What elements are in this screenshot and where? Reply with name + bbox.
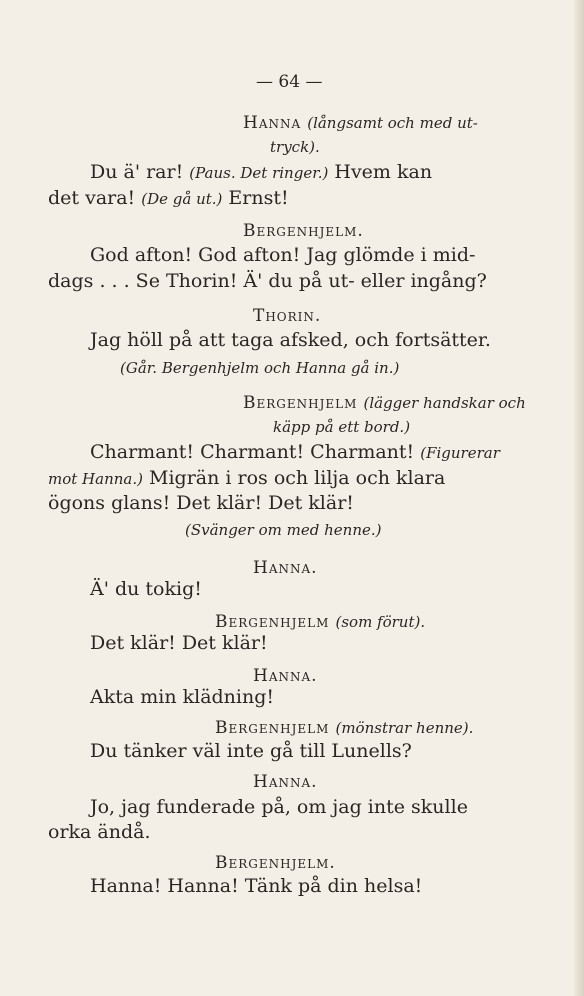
- stage-direction: (Går. Bergenhjelm och Hanna gå in.): [120, 359, 400, 377]
- line: [270, 134, 320, 159]
- speaker-name: Hanna.: [253, 666, 318, 686]
- speaker-name: Hanna: [243, 113, 302, 133]
- line: [253, 303, 321, 328]
- stage-direction: (som förut).: [335, 613, 426, 631]
- dialogue-text: Hanna! Hanna! Tänk på din helsa!: [90, 875, 423, 897]
- dialogue-text: Det klär! Det klär!: [90, 632, 268, 654]
- speaker-name: Bergenhjelm.: [215, 853, 336, 873]
- line: [90, 739, 412, 763]
- line: [48, 466, 445, 491]
- line: [120, 355, 399, 380]
- page-edge: [574, 0, 584, 996]
- line: [215, 715, 473, 740]
- dialogue-text: Migrän i ros och lilja och klara: [142, 467, 446, 489]
- line: [48, 186, 289, 211]
- stage-direction: (Figurerar: [420, 444, 500, 462]
- line: [90, 874, 422, 898]
- line: [48, 491, 354, 515]
- dialogue-text: God afton! God afton! Jag glömde i mid-: [90, 244, 476, 266]
- speaker-name: Bergenhjelm: [215, 718, 330, 738]
- stage-direction: tryck).: [270, 138, 320, 156]
- dialogue-text: Ernst!: [222, 187, 289, 209]
- speaker-name: Hanna.: [253, 772, 318, 792]
- stage-direction: (Paus. Det ringer.): [189, 164, 329, 182]
- stage-direction: (lägger handskar och: [363, 394, 526, 412]
- line: [90, 577, 202, 601]
- stage-direction: (långsamt och med ut-: [307, 114, 478, 132]
- line: [90, 328, 491, 352]
- dialogue-text: Du ä' rar!: [90, 161, 190, 183]
- speaker-name: Thorin.: [253, 306, 322, 326]
- dialogue-text: Jag höll på att taga afsked, och fortsätter.: [90, 329, 491, 351]
- dialogue-text: dags . . . Se Thorin! Ä' du på ut- eller ingång?: [48, 270, 487, 292]
- stage-direction: (De gå ut.): [141, 190, 223, 208]
- line: [90, 160, 432, 185]
- speaker-name: Hanna.: [253, 558, 318, 578]
- page-number: — 64 —: [256, 72, 323, 92]
- line: [243, 110, 478, 135]
- line: [243, 390, 526, 415]
- line: [90, 243, 475, 267]
- dialogue-text: Jo, jag funderade på, om jag inte skulle: [90, 796, 468, 818]
- stage-direction: (mönstrar henne).: [335, 719, 474, 737]
- line: [185, 517, 381, 542]
- stage-direction: (Svänger om med henne.): [185, 521, 382, 539]
- speaker-name: Bergenhjelm: [215, 612, 330, 632]
- dialogue-text: Du tänker väl inte gå till Lunells?: [90, 740, 412, 762]
- dialogue-text: Hvem kan: [328, 161, 433, 183]
- dialogue-text: ögons glans! Det klär! Det klär!: [48, 492, 354, 514]
- line: [90, 631, 268, 655]
- dialogue-text: Ä' du tokig!: [90, 578, 202, 600]
- dialogue-text: det vara!: [48, 187, 142, 209]
- line: [215, 850, 336, 875]
- line: [243, 218, 364, 243]
- dialogue-text: Akta min klädning!: [90, 686, 275, 708]
- line: [90, 685, 274, 709]
- speaker-name: Bergenhjelm.: [243, 221, 364, 241]
- line: [273, 414, 410, 439]
- line: [48, 820, 151, 844]
- line: [253, 769, 318, 794]
- line: [253, 555, 318, 580]
- line: [90, 440, 500, 465]
- line: [48, 269, 487, 293]
- stage-direction: mot Hanna.): [48, 470, 143, 488]
- stage-direction: käpp på ett bord.): [273, 418, 411, 436]
- speaker-name: Bergenhjelm: [243, 393, 358, 413]
- dialogue-text: orka ändå.: [48, 821, 151, 843]
- line: [90, 795, 468, 819]
- dialogue-text: Charmant! Charmant! Charmant!: [90, 441, 421, 463]
